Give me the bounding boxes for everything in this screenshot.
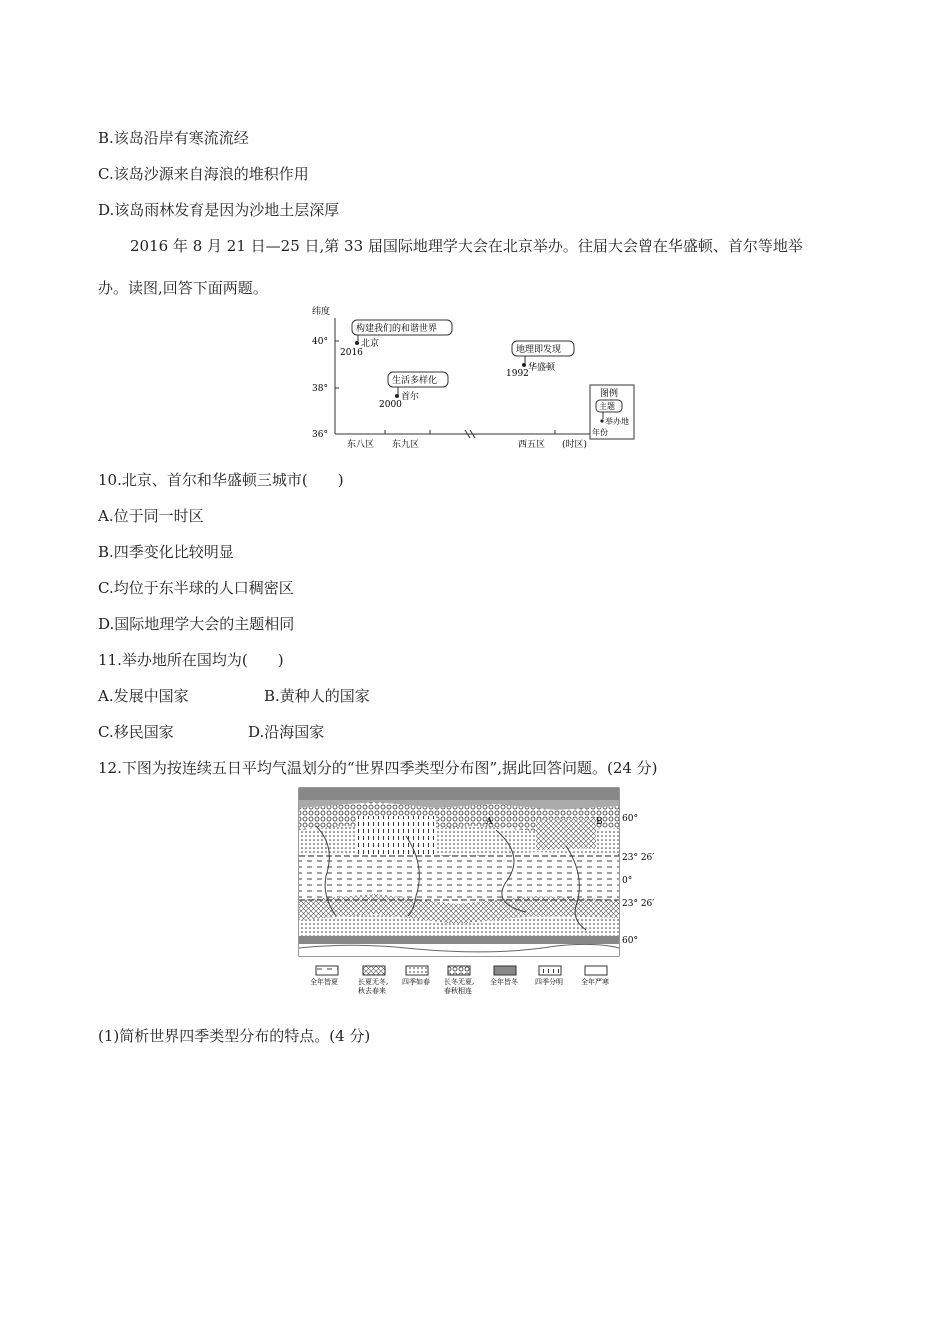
theme-washington: 地理即发现	[516, 345, 562, 355]
year-seoul: 2000	[379, 400, 402, 410]
option-b-prev: B.该岛沿岸有寒流流经	[98, 129, 249, 147]
y-axis-label: 纬度	[312, 307, 331, 317]
y-tick-38: 38°	[312, 384, 328, 394]
q11-stem: 11.举办地所在国均为( )	[98, 651, 284, 669]
legend-swatch-spring	[406, 966, 428, 975]
legend-label-winter: 全年皆冬	[490, 978, 518, 986]
lat-label-60n: 60°	[622, 814, 638, 824]
lat-label-tropic-s: 23° 26′	[622, 899, 655, 909]
marker-a: A	[486, 817, 493, 827]
y-tick-40: 40°	[312, 337, 328, 347]
lat-label-tropic-n: 23° 26′	[622, 853, 655, 863]
legend-label-long-winter-1: 长冬无夏,	[444, 978, 475, 986]
point-seoul	[395, 394, 399, 398]
q11-option-a: A.发展中国家	[98, 687, 189, 705]
legend-swatch-severe-cold	[585, 966, 607, 975]
y-tick-36: 36°	[312, 430, 328, 440]
marker-b: B	[596, 817, 603, 827]
legend-label-severe-cold: 全年严寒	[581, 978, 609, 986]
theme-beijing: 构建我们的和谐世界	[356, 324, 438, 334]
point-beijing	[355, 341, 359, 345]
x-axis-unit: (时区)	[562, 440, 588, 450]
intro-paragraph-line1: 2016 年 8 月 21 日—25 日,第 33 届国际地理学大会在北京举办。往届大会曾在华盛顿、首尔等地举	[130, 237, 803, 255]
city-beijing: 北京	[361, 339, 380, 349]
legend-swatch-long-summer	[363, 966, 385, 975]
x-tick-w5: 西五区	[518, 440, 546, 450]
legend-title: 图例	[600, 389, 619, 399]
q10-option-d: D.国际地理学大会的主题相同	[98, 615, 295, 633]
q11-option-b: B.黄种人的国家	[264, 687, 370, 705]
conference-venue-chart	[300, 303, 645, 453]
legend-swatch-summer	[316, 966, 338, 975]
legend-label-four-seasons: 四季分明	[535, 978, 563, 986]
theme-seoul: 生活多样化	[392, 376, 438, 386]
q10-option-b: B.四季变化比较明显	[98, 543, 234, 561]
q12-stem: 12.下图为按连续五日平均气温划分的“世界四季类型分布图”,据此回答问题。(24 分)	[98, 759, 658, 777]
q11-option-c: C.移民国家	[98, 723, 174, 741]
legend-swatch-four-seasons	[539, 966, 561, 975]
legend-swatch-long-winter	[448, 966, 470, 975]
intro-paragraph-line2: 办。读图,回答下面两题。	[98, 279, 268, 297]
lat-label-equator: 0°	[622, 876, 633, 886]
q10-stem: 10.北京、首尔和华盛顿三城市( )	[98, 471, 344, 489]
q10-option-c: C.均位于东半球的人口稠密区	[98, 579, 294, 597]
lat-label-60s: 60°	[622, 936, 638, 946]
q12-subquestion-1: (1)简析世界四季类型分布的特点。(4 分)	[98, 1027, 371, 1045]
x-tick-e8: 东八区	[347, 440, 375, 450]
option-c-prev: C.该岛沙源来自海浪的堆积作用	[98, 165, 309, 183]
point-washington	[522, 363, 526, 367]
city-seoul: 首尔	[401, 392, 420, 402]
legend-year: 年份	[592, 428, 608, 437]
legend-label-long-summer-1: 长夏无冬,	[358, 978, 389, 986]
q10-option-a: A.位于同一时区	[98, 507, 204, 525]
legend-label-spring: 四季如春	[402, 978, 430, 986]
legend-theme: 主题	[599, 402, 615, 411]
legend-label-long-summer-2: 秋去春来	[358, 987, 386, 995]
year-beijing: 2016	[340, 348, 363, 358]
year-washington: 1992	[506, 369, 529, 379]
legend-place: 举办地	[605, 417, 629, 426]
legend-label-long-winter-2: 春秋相连	[444, 987, 472, 995]
x-tick-e9: 东九区	[392, 440, 420, 450]
legend-label-summer: 全年皆夏	[310, 978, 338, 986]
world-season-map	[296, 786, 655, 998]
legend-swatch-winter	[494, 966, 516, 975]
q11-option-d: D.沿海国家	[248, 723, 325, 741]
option-d-prev: D.该岛雨林发育是因为沙地土层深厚	[98, 201, 340, 219]
city-washington: 华盛顿	[528, 363, 556, 373]
